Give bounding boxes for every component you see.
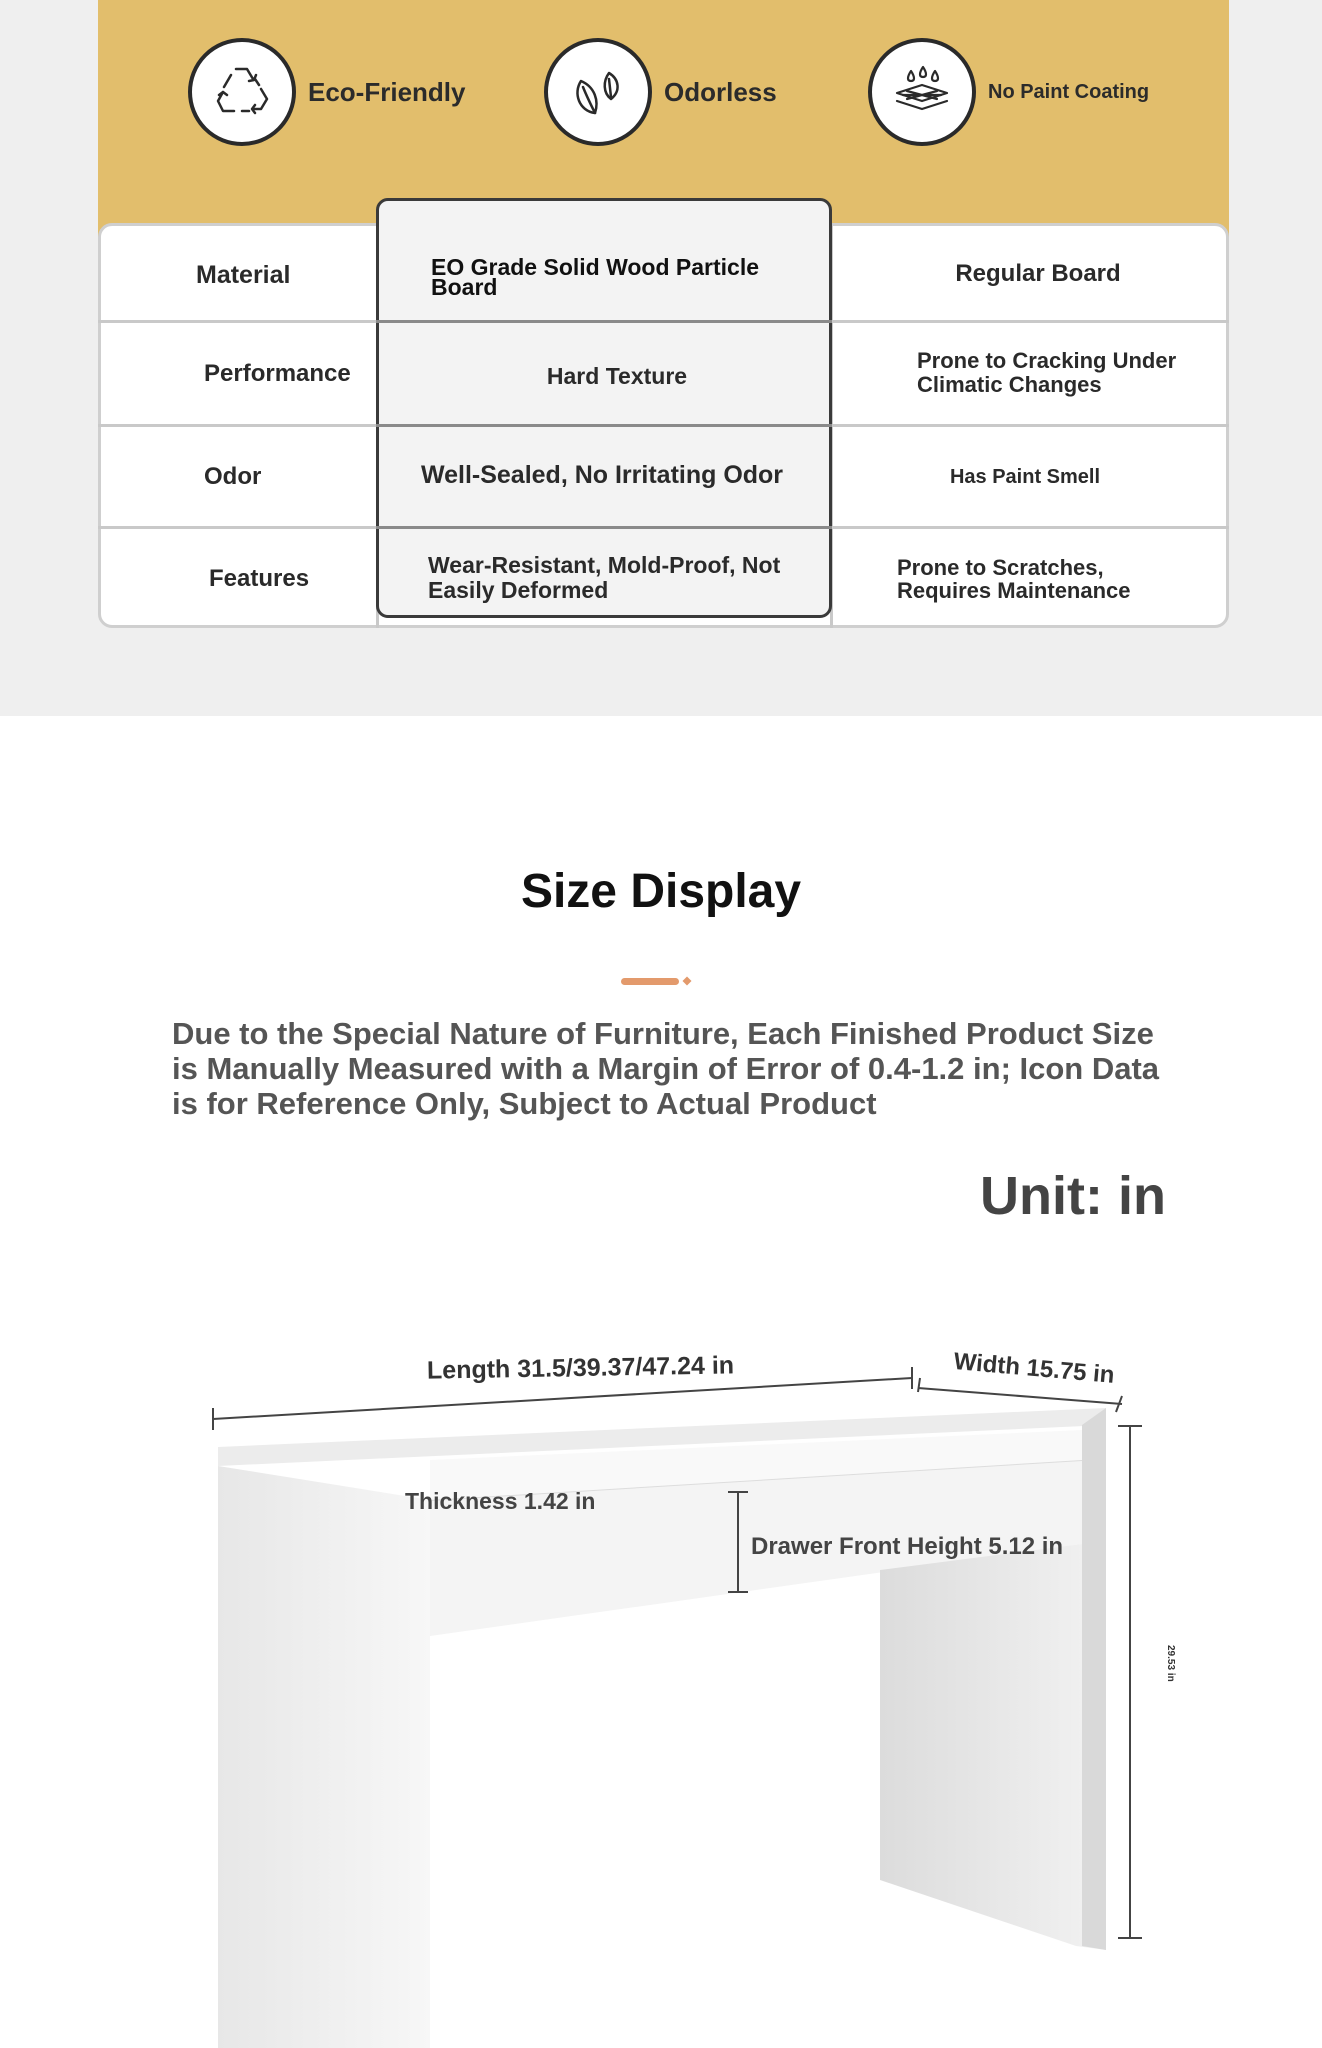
unit-label: Unit: in — [980, 1166, 1166, 1226]
regular-material: Regular Board — [955, 260, 1121, 287]
row-label-material: Material — [196, 261, 291, 289]
eo-performance: Hard Texture — [546, 363, 688, 389]
thickness-label: Thickness 1.42 in — [405, 1488, 596, 1514]
eo-features: Wear-Resistant, Mold-Proof, Not Easily Deformed — [428, 552, 781, 603]
row-label-odor: Odor — [204, 463, 262, 490]
desk-left-leg — [218, 1466, 430, 2048]
title-divider-accent — [621, 975, 693, 987]
desk-right-leg — [880, 1544, 1106, 1950]
leaf-icon — [544, 38, 652, 146]
width-dimension-line — [918, 1388, 1122, 1404]
row-label-performance: Performance — [204, 360, 351, 387]
feature-no-paint-coating — [868, 38, 1149, 146]
height-label: 29.53 in — [1165, 1645, 1176, 1682]
regular-odor: Has Paint Smell — [949, 466, 1101, 488]
feature-eco-friendly — [188, 38, 465, 146]
regular-performance: Prone to Cracking Under Climatic Changes — [917, 348, 1177, 397]
recycle-icon — [188, 38, 296, 146]
row-divider — [376, 526, 832, 529]
feature-label: No Paint Coating — [988, 80, 1150, 103]
eo-odor: Well-Sealed, No Irritating Odor — [420, 461, 784, 489]
eo-material: EO Grade Solid Wood Particle Board — [431, 254, 760, 300]
width-label: Width 15.75 in — [952, 1348, 1116, 1389]
length-dimension-line — [213, 1378, 912, 1419]
row-divider — [376, 424, 832, 427]
regular-features: Prone to Scratches, Requires Maintenance — [897, 555, 1131, 603]
feature-label: Eco-Friendly — [308, 76, 466, 107]
water-drops-icon — [868, 38, 976, 146]
feature-label: Odorless — [664, 76, 777, 107]
size-disclaimer: Due to the Special Nature of Furniture, Each Finished Product Size is Manually Measured with a Margin of Error of 0.4-1.2 in; Icon Data is for Reference Only, Subject to Actual Product — [172, 1016, 1160, 1121]
feature-odorless — [544, 38, 777, 146]
drawer-height-label: Drawer Front Height 5.12 in — [751, 1533, 1064, 1560]
desk-illustration — [0, 1330, 1322, 2048]
row-divider — [376, 320, 832, 323]
row-label-features: Features — [209, 565, 310, 592]
size-display-title: Size Display — [520, 865, 802, 918]
length-label: Length 31.5/39.37/47.24 in — [426, 1351, 735, 1385]
